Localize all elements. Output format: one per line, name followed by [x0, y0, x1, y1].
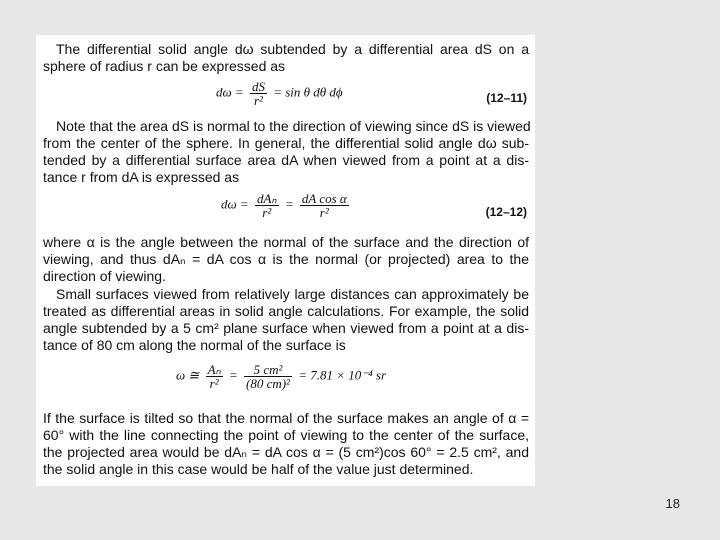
equation-lhs: ω ≅	[176, 367, 200, 383]
text-line: tended by a differential surface area dA when viewed from a point at a dis-	[43, 152, 529, 168]
equation-number: (12–11)	[486, 91, 527, 105]
equation-solid-angle-example	[176, 363, 386, 390]
text-line: 60° with the line connecting the point of viewing to the center of the surface,	[43, 427, 529, 443]
equation-lhs: dω =	[216, 84, 244, 100]
equation-number: (12–12)	[485, 205, 527, 219]
fraction-denominator: r²	[209, 376, 219, 391]
equation-fraction	[244, 363, 292, 390]
equation-fraction	[300, 192, 349, 219]
textbook-image	[36, 35, 535, 486]
text-line: viewing, and thus dAₙ = dA cos α is the normal (or projected) area to the	[43, 251, 529, 267]
text-line: If the surface is tilted so that the normal of the surface makes an angle of α =	[43, 410, 529, 426]
fraction-numerator: dAₙ	[256, 191, 277, 206]
equation-fraction	[250, 80, 267, 107]
fraction-denominator: r²	[262, 205, 272, 220]
page-number: 18	[665, 496, 680, 511]
text-line: treated as differential areas in solid angle calculations. For example, the solid	[43, 303, 529, 319]
equation-lhs: dω =	[221, 196, 249, 212]
equation-12-12	[221, 192, 352, 219]
text-line: sphere of radius r can be expressed as	[43, 58, 286, 74]
text-line: tance of 80 cm along the normal of the surface is	[43, 337, 346, 353]
fraction-denominator: r²	[319, 205, 329, 220]
text-line: the solid angle in this case would be half of the value just determined.	[43, 461, 474, 477]
text-line: from the center of the sphere. In general, the differential solid angle dω sub-	[43, 135, 529, 151]
equation-12-11	[216, 80, 343, 107]
text-line: direction of viewing.	[43, 268, 166, 284]
fraction-denominator: r²	[253, 93, 263, 108]
equation-fraction	[255, 192, 279, 219]
fraction-numerator: 5 cm²	[244, 363, 292, 377]
equation-fraction	[206, 363, 223, 390]
text-line: tance r from dA is expressed as	[43, 169, 240, 185]
text-line: the projected area would be dAₙ = dA cos α = (5 cm²)cos 60° = 2.5 cm², and	[43, 444, 529, 460]
text-line: angle subtended by a 5 cm² plane surface when viewed from a point at a dis-	[43, 320, 529, 336]
equation-equals: =	[284, 196, 294, 212]
fraction-denominator: (80 cm)²	[245, 376, 290, 391]
equation-rhs: = 7.81 × 10⁻⁴ sr	[298, 367, 386, 383]
text-line: Note that the area dS is normal to the direction of viewing since dS is viewed	[56, 118, 531, 134]
text-line: where α is the angle between the normal of the surface and the direction of	[43, 234, 529, 250]
equation-equals: =	[228, 367, 238, 383]
equation-rhs: = sin θ dθ dϕ	[273, 84, 343, 100]
text-line: Small surfaces viewed from relatively large distances can approximately be	[56, 286, 529, 302]
fraction-numerator: dS	[251, 79, 265, 94]
fraction-numerator: dA cos α	[301, 191, 347, 206]
text-line: The differential solid angle dω subtended by a differential area dS on a	[56, 41, 529, 57]
fraction-numerator: Aₙ	[207, 362, 221, 377]
